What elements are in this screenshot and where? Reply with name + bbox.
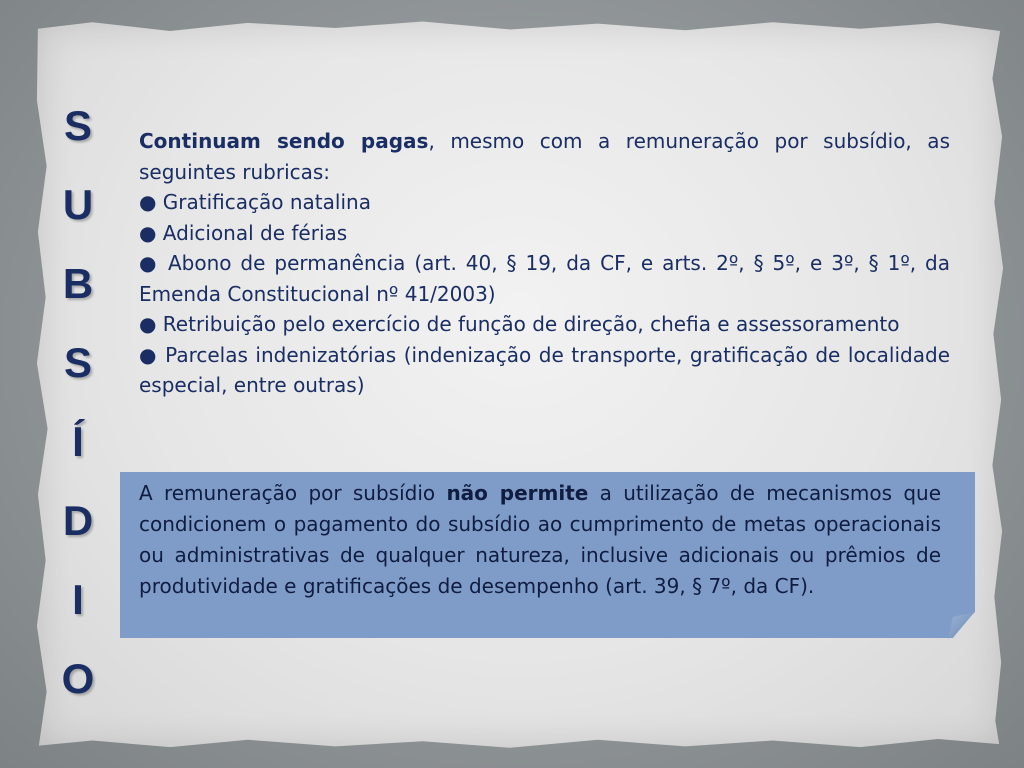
title-letter: O (61, 655, 95, 702)
title-letter: I (72, 576, 84, 623)
callout-before: A remuneração por subsídio (139, 481, 447, 505)
title-letter: S (63, 339, 92, 386)
intro-rest: , mesmo com a remuneração por subsídio, as seguintes rubricas: (139, 129, 950, 184)
intro-bold: Continuam sendo pagas (139, 129, 429, 153)
vertical-title (50, 86, 106, 718)
title-letter: S (63, 102, 92, 149)
list-item: ● Retribuição pelo exercício de função de direção, chefia e assessoramento (139, 312, 900, 336)
title-letter: D (62, 497, 94, 544)
callout-after: a utilização de mecanismos que condicionem o pagamento do subsídio ao cumprimento de metas operacionais ou administrativas de qualquer natureza, inclusive adicionais ou prêmios de produtividade e gratificações de desempenho (art. 39, § 7º, da CF). (139, 481, 941, 598)
list-item: ● Gratificação natalina (139, 190, 371, 214)
callout-bold: não permite (446, 481, 589, 505)
title-letter: Í (72, 418, 84, 465)
intro-paragraph (139, 126, 950, 187)
list-item: ● Parcelas indenizatórias (indenização de transporte, gratificação de localidade especial, entre outras) (139, 342, 950, 397)
callout-text (139, 478, 941, 602)
rubricas-list (139, 126, 950, 401)
title-letter: B (62, 260, 94, 307)
list-item: ● Adicional de férias (139, 220, 348, 245)
title-letter: U (62, 181, 94, 228)
list-item: ● Abono de permanência (art. 40, § 19, da CF, e arts. 2º, § 5º, e 3º, § 1º, da Emenda Constitucional nº 41/2003) (139, 251, 950, 306)
